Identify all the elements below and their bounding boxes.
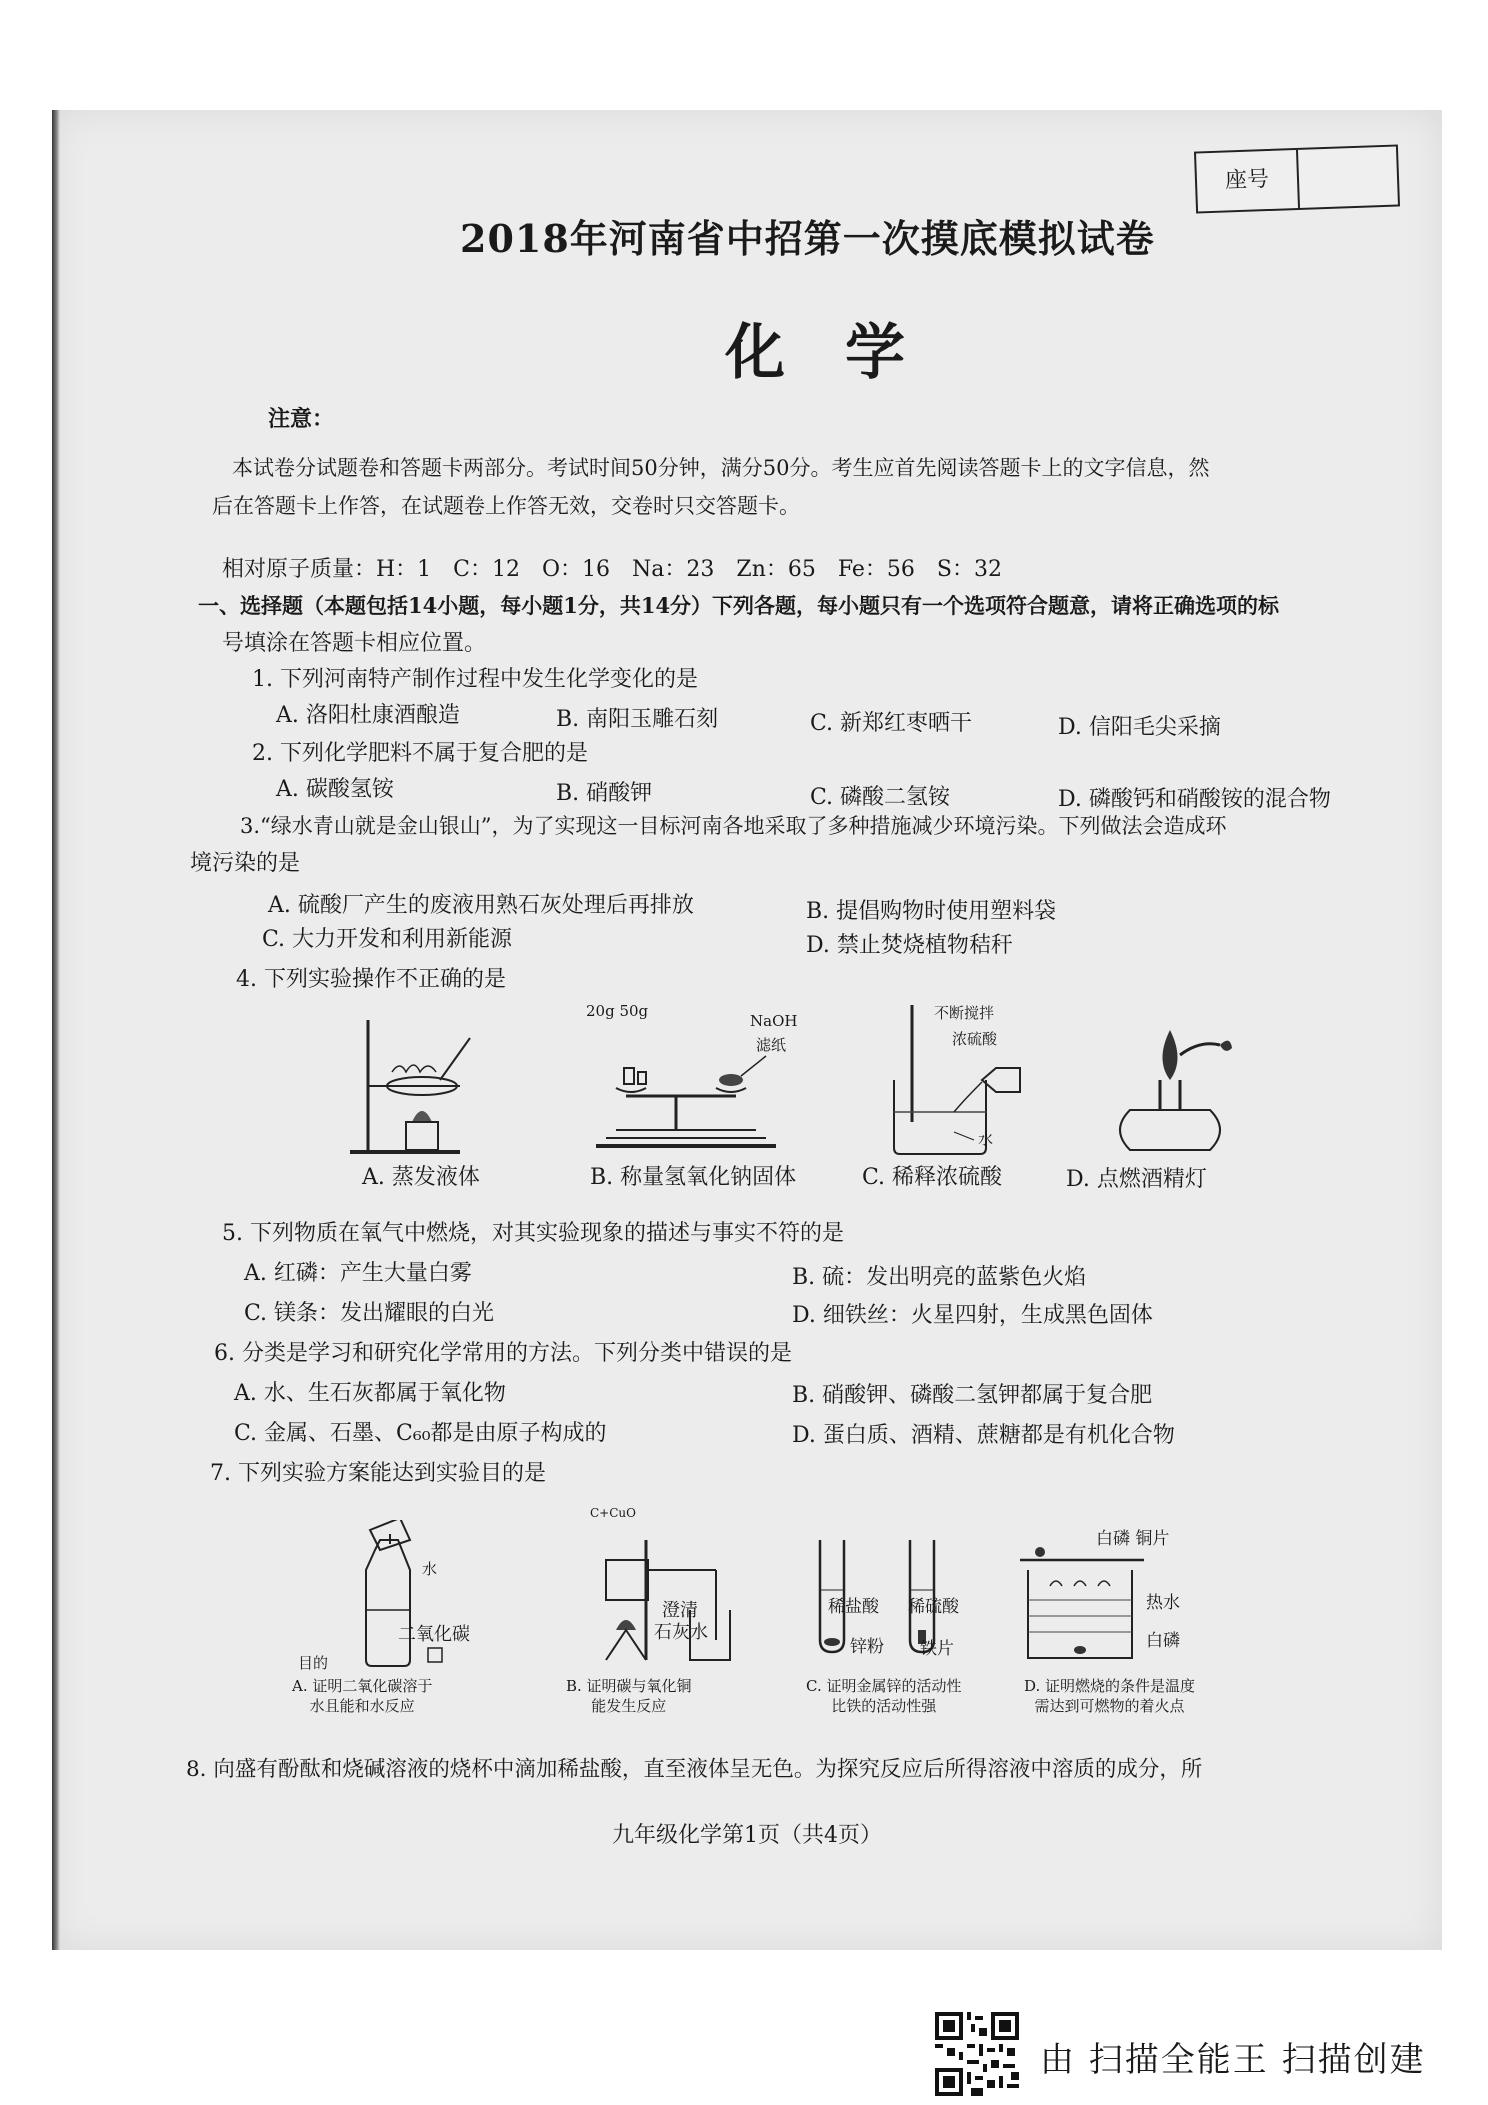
page-edge-shadow — [52, 110, 60, 1950]
q4-figure-a-evaporation — [340, 1010, 490, 1160]
q7-caption-d-line-1: D. 证明燃烧的条件是温度 — [1024, 1677, 1196, 1695]
qr-code-icon — [935, 2012, 1019, 2096]
q6-option-b: B. 硝酸钾、磷酸二氢钾都属于复合肥 — [792, 1383, 1153, 1408]
q4-label-stir: 不断搅拌 — [934, 1004, 995, 1022]
q2-option-b: B. 硝酸钾 — [556, 781, 653, 806]
seat-label: 座号 — [1196, 150, 1300, 212]
q1-option-c: C. 新郑红枣晒干 — [810, 711, 973, 736]
section-1-line-2: 号填涂在答题卡相应位置。 — [222, 631, 487, 656]
q4-label-weights: 20g 50g — [586, 1002, 649, 1020]
q5-option-d: D. 细铁丝：火星四射，生成黑色固体 — [792, 1303, 1153, 1328]
q7-label-co2: 二氧化碳 — [398, 1624, 470, 1645]
q7-label-limewater-1: 澄清 — [662, 1600, 698, 1621]
q7-caption-a-line-1: A. 证明二氧化碳溶于 — [292, 1677, 433, 1695]
page-footer: 九年级化学第1页（共4页） — [612, 1823, 882, 1848]
q4-label-water: 水 — [978, 1130, 994, 1148]
q7-label-reactants: C+CuO — [590, 1506, 636, 1520]
q7-caption-d — [1024, 1676, 1195, 1716]
notice-line-1: 本试卷分试题卷和答题卡两部分。考试时间50分钟，满分50分。考生应首先阅读答题卡上的文字信息，然 — [232, 456, 1210, 480]
q4-label-naoh: NaOH — [750, 1012, 798, 1030]
notice-heading: 注意： — [268, 406, 335, 432]
q2-option-a: A. 碳酸氢铵 — [276, 777, 394, 802]
q5-option-c: C. 镁条：发出耀眼的白光 — [244, 1301, 495, 1326]
q1-option-b: B. 南阳玉雕石刻 — [556, 707, 719, 732]
q2-option-c: C. 磷酸二氢铵 — [810, 785, 951, 810]
q4-caption-a: A. 蒸发液体 — [362, 1165, 480, 1190]
q7-label-water: 水 — [422, 1560, 438, 1578]
q3-option-c: C. 大力开发和利用新能源 — [262, 927, 513, 952]
q7-caption-b — [566, 1676, 692, 1716]
q6-option-a: A. 水、生石灰都属于氧化物 — [234, 1381, 506, 1406]
q7-caption-b-line-2: 能发生反应 — [591, 1697, 667, 1715]
q3-stem-line-1: 3.“绿水青山就是金山银山”，为了实现这一目标河南各地采取了多种措施减少环境污染。下列做法会造成环 — [240, 814, 1227, 838]
q2-stem: 2. 下列化学肥料不属于复合肥的是 — [252, 741, 588, 766]
q7-caption-a — [292, 1676, 432, 1716]
atomic-masses: 相对原子质量：H：1 C：12 O：16 Na：23 Zn：65 Fe：56 S：32 — [222, 557, 1002, 582]
q7-caption-d-line-2: 需达到可燃物的着火点 — [1034, 1697, 1185, 1715]
q4-caption-d: D. 点燃酒精灯 — [1066, 1167, 1207, 1192]
q7-caption-c-line-2: 比铁的活动性强 — [831, 1697, 937, 1715]
q7-caption-b-line-1: B. 证明碳与氧化铜 — [566, 1677, 692, 1695]
q7-label-white-phosphorus-copper: 白磷 铜片 — [1096, 1529, 1170, 1549]
section-1-line-1: 一、选择题（本题包括14小题，每小题1分，共14分）下列各题，每小题只有一个选项符合题意，请将正确选项的标 — [198, 593, 1280, 618]
q7-figure-a-bottle — [330, 1520, 460, 1670]
q7-label-zn: 锌粉 — [850, 1637, 884, 1657]
q7-label-hcl: 稀盐酸 — [828, 1597, 879, 1617]
subject-title: 化学 — [725, 318, 965, 388]
notice-line-2: 后在答题卡上作答，在试题卷上作答无效，交卷时只交答题卡。 — [212, 494, 800, 518]
q4-label-acid: 浓硫酸 — [952, 1030, 998, 1048]
q7-label-fe: 铁片 — [920, 1639, 954, 1659]
q3-option-d: D. 禁止焚烧植物秸秆 — [806, 933, 1013, 958]
seat-number-box — [1194, 144, 1400, 213]
q1-stem: 1. 下列河南特产制作过程中发生化学变化的是 — [252, 667, 698, 692]
q2-option-d: D. 磷酸钙和硝酸铵的混合物 — [1058, 787, 1331, 812]
q4-figure-d-alcohol-lamp — [1100, 1010, 1240, 1160]
q6-option-c: C. 金属、石墨、C₆₀都是由原子构成的 — [234, 1421, 607, 1446]
q3-stem-line-2: 境污染的是 — [190, 851, 301, 876]
q7-label-h2so4: 稀硫酸 — [908, 1597, 959, 1617]
q4-caption-c: C. 稀释浓硫酸 — [862, 1165, 1003, 1190]
q7-label-limewater-2: 石灰水 — [654, 1622, 708, 1643]
q7-label-white-phosphorus: 白磷 — [1146, 1631, 1180, 1651]
q1-option-a: A. 洛阳杜康酒酿造 — [276, 703, 460, 728]
q7-caption-a-line-2: 水且能和水反应 — [309, 1697, 415, 1715]
q7-caption-c — [806, 1676, 961, 1716]
q6-option-d: D. 蛋白质、酒精、蔗糖都是有机化合物 — [792, 1423, 1175, 1448]
q5-option-b: B. 硫：发出明亮的蓝紫色火焰 — [792, 1265, 1087, 1290]
q6-stem: 6. 分类是学习和研究化学常用的方法。下列分类中错误的是 — [214, 1341, 792, 1366]
q7-figure-b-carbon-reduction — [586, 1530, 736, 1670]
q7-stem: 7. 下列实验方案能达到实验目的是 — [210, 1461, 546, 1486]
q4-figure-c-dilution — [884, 1000, 1024, 1160]
q5-option-a: A. 红磷：产生大量白雾 — [244, 1261, 472, 1286]
q7-label-purpose: 目的 — [298, 1654, 329, 1672]
q7-figure-d-combustion — [1020, 1530, 1150, 1670]
q3-option-b: B. 提倡购物时使用塑料袋 — [806, 899, 1057, 924]
q4-caption-b: B. 称量氢氧化钠固体 — [590, 1165, 797, 1190]
q5-stem: 5. 下列物质在氧气中燃烧，对其实验现象的描述与事实不符的是 — [222, 1221, 844, 1246]
q4-stem: 4. 下列实验操作不正确的是 — [236, 967, 506, 992]
q7-caption-c-line-1: C. 证明金属锌的活动性 — [806, 1677, 962, 1695]
scanner-watermark: 由 扫描全能王 扫描创建 — [1040, 2040, 1426, 2080]
q3-option-a: A. 硫酸厂产生的废液用熟石灰处理后再排放 — [268, 893, 694, 918]
q7-label-hot-water: 热水 — [1146, 1593, 1180, 1613]
q4-label-paper: 滤纸 — [756, 1036, 787, 1054]
exam-title: 2018年河南省中招第一次摸底模拟试卷 — [460, 216, 1155, 261]
q1-option-d: D. 信阳毛尖采摘 — [1058, 715, 1221, 740]
q8-stem: 8. 向盛有酚酞和烧碱溶液的烧杯中滴加稀盐酸，直至液体呈无色。为探究反应后所得溶液中溶质的成分，所 — [186, 1757, 1203, 1782]
